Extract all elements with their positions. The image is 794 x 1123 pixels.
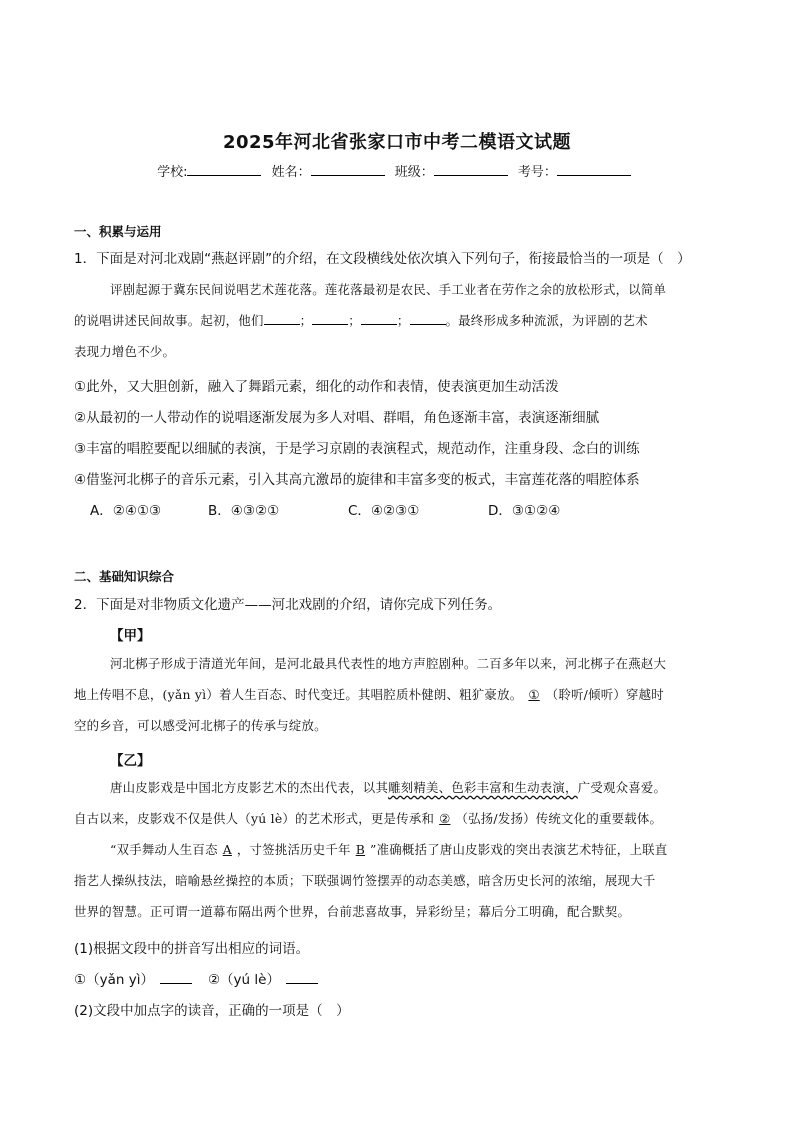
yi-line-1-start: 唐山皮影戏是中国北方皮影艺术的杰出代表，以其 bbox=[110, 780, 389, 795]
answer-1-blank[interactable] bbox=[160, 972, 192, 984]
section-heading-1: 一、积累与运用 bbox=[74, 224, 162, 239]
student-info-row bbox=[0, 161, 794, 180]
blank-separator-2: ； bbox=[348, 313, 361, 328]
name-blank[interactable] bbox=[311, 164, 385, 176]
passage-yi-marker: 【乙】 bbox=[110, 753, 151, 769]
jia-line-2-start: 地上传唱不息，(yǎn yì）着人生百态、时代变迁。其唱腔质朴健朗、粗犷豪放。 bbox=[74, 687, 523, 702]
yi-line-1-end: 广受观众喜爱。 bbox=[577, 780, 667, 795]
passage-yi bbox=[74, 772, 722, 927]
name-label: 姓名： bbox=[271, 165, 311, 180]
answer-2-blank[interactable] bbox=[286, 972, 318, 984]
sentence-option-3: ③丰富的唱腔要配以细腻的表演，于是学习京剧的表演程式，规范动作，注重身段、念白的训练 bbox=[74, 441, 640, 457]
number-blank[interactable] bbox=[557, 164, 631, 176]
yi-line-4: 指艺人操纵技法，暗喻悬丝操控的本质；下联强调竹签摆弄的动态美感，暗含历史长河的浓缩，展现大千 bbox=[74, 873, 656, 888]
question-1-stem: 1．下面是对河北戏剧“燕赵评剧”的介绍，在文段横线处依次填入下列句子，衔接最恰当的一项是（ ） bbox=[74, 251, 691, 267]
class-label: 班级： bbox=[394, 165, 434, 180]
jia-line-1: 河北梆子形成于清道光年间，是河北最具代表性的地方声腔剧种。二百多年以来，河北梆子在燕赵大 bbox=[110, 656, 667, 671]
wavy-underlined-phrase: 雕刻精美、色彩丰富和生动表演， bbox=[388, 780, 578, 795]
sentence-option-4: ④借鉴河北梆子的音乐元素，引入其高亢激昂的旋律和丰富多变的板式，丰富莲花落的唱腔体系 bbox=[74, 472, 640, 488]
answer-2-label: ②（yú lè） bbox=[207, 972, 280, 988]
school-blank[interactable] bbox=[187, 164, 261, 176]
option-c[interactable]: C．④②③① bbox=[348, 503, 420, 519]
jia-line-2 bbox=[74, 679, 722, 710]
option-d[interactable]: D．③①②④ bbox=[488, 503, 561, 519]
yi-line-3-end: ”准确概括了唐山皮影戏的突出表演艺术特征，上联直 bbox=[370, 842, 668, 857]
question-1-passage bbox=[74, 274, 722, 367]
jia-line-2-end: （聆听/倾听）穿越时 bbox=[545, 687, 664, 702]
section-heading-2: 二、基础知识综合 bbox=[74, 569, 175, 584]
passage-line-2 bbox=[74, 305, 722, 336]
sentence-option-1: ①此外，又大胆创新，融入了舞蹈元素，细化的动作和表情，使表演更加生动活泼 bbox=[74, 379, 559, 395]
blank-separator-1: ； bbox=[299, 313, 313, 328]
yi-line-3 bbox=[74, 834, 722, 865]
passage-jia-marker: 【甲】 bbox=[110, 628, 151, 644]
fill-blank-1[interactable] bbox=[264, 313, 300, 325]
page-title: 2025年河北省张家口市中考二模语文试题 bbox=[222, 132, 572, 153]
passage-line-3: 表现力增色不少。 bbox=[74, 344, 176, 359]
school-label: 学校: bbox=[157, 165, 188, 180]
passage-jia bbox=[74, 648, 722, 741]
yi-line-2 bbox=[74, 803, 722, 834]
fill-blank-2[interactable] bbox=[312, 313, 348, 325]
sentence-option-2: ②从最初的一人带动作的说唱逐渐发展为多人对唱、群唱，角色逐渐丰富，表演逐渐细腻 bbox=[74, 410, 600, 426]
yi-line-1 bbox=[74, 772, 722, 803]
yi-line-3-start: “双手舞动人生百态 bbox=[110, 842, 218, 857]
class-blank[interactable] bbox=[434, 164, 508, 176]
option-a[interactable]: A．②④①③ bbox=[90, 503, 162, 519]
fill-blank-3[interactable] bbox=[361, 313, 397, 325]
yi-line-3-mid: ，寸签挑活历史千年 bbox=[236, 842, 351, 857]
blank-marker-2[interactable]: ② bbox=[439, 811, 451, 826]
option-b[interactable]: B．④③②① bbox=[208, 503, 280, 519]
answer-options bbox=[90, 499, 560, 519]
blank-marker-1[interactable]: ① bbox=[528, 687, 540, 702]
subquestion-1-answers bbox=[74, 968, 720, 988]
passage-line-2-end: 。最终形成多种流派，为评剧的艺术 bbox=[445, 313, 648, 328]
yi-line-2-end: （弘扬/发扬）传统文化的重要载体。 bbox=[455, 811, 663, 826]
punct-blank-b[interactable]: B bbox=[355, 842, 366, 857]
blank-separator-3: ； bbox=[396, 313, 410, 328]
yi-line-2-start: 自古以来，皮影戏不仅是供人（yú lè）的艺术形式，更是传承和 bbox=[74, 811, 435, 826]
number-label: 考号： bbox=[517, 165, 557, 180]
jia-line-3: 空的乡音，可以感受河北梆子的传承与绽放。 bbox=[74, 718, 327, 733]
question-2-stem: 2．下面是对非物质文化遗产——河北戏剧的介绍，请你完成下列任务。 bbox=[74, 597, 502, 613]
answer-1-label: ①（yǎn yì） bbox=[74, 972, 154, 988]
fill-blank-4[interactable] bbox=[410, 313, 446, 325]
passage-line-2-start: 的说唱讲述民间故事。起初，他们 bbox=[74, 313, 264, 328]
yi-line-5: 世界的智慧。正可谓一道幕布隔出两个世界，台前悲喜故事，异彩纷呈；幕后分工明确，配合默契。 bbox=[74, 904, 631, 919]
punct-blank-a[interactable]: A bbox=[222, 842, 232, 857]
subquestion-1: (1)根据文段中的拼音写出相应的词语。 bbox=[74, 941, 310, 957]
passage-line-1: 评剧起源于冀东民间说唱艺术莲花落。莲花落最初是农民、手工业者在劳作之余的放松形式，以简单 bbox=[110, 282, 667, 297]
subquestion-2: (2)文段中加点字的读音，正确的一项是（ ） bbox=[74, 1003, 350, 1019]
